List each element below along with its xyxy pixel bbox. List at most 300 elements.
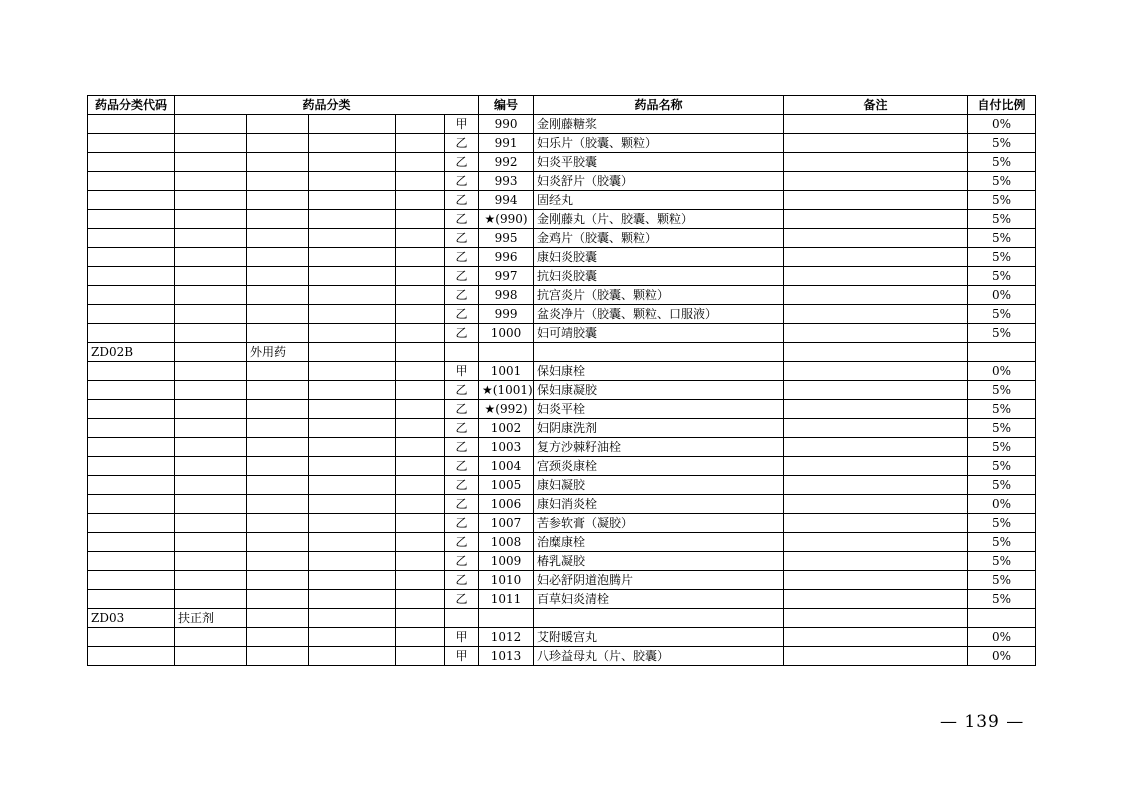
remark-cell: [784, 533, 968, 552]
category-level3-cell: [309, 286, 396, 305]
remark-cell: [784, 495, 968, 514]
table-row: [88, 134, 1036, 153]
category-level2-cell: [247, 590, 309, 609]
category-level2-cell: [247, 514, 309, 533]
drug-name-cell: 金刚藤糖浆: [534, 115, 784, 134]
table-row: [88, 438, 1036, 457]
ratio-cell: 5%: [968, 438, 1036, 457]
grade-cell: 甲: [445, 362, 479, 381]
category-level2-cell: [247, 324, 309, 343]
number-cell: 995: [479, 229, 534, 248]
drug-name-cell: 艾附暖宫丸: [534, 628, 784, 647]
category-level3-cell: [309, 324, 396, 343]
table-row: [88, 115, 1036, 134]
category-level3-cell: [309, 609, 396, 628]
header-category: 药品分类: [175, 96, 479, 115]
number-cell: 1007: [479, 514, 534, 533]
number-cell: 991: [479, 134, 534, 153]
category-level3-cell: [309, 229, 396, 248]
remark-cell: [784, 647, 968, 666]
remark-cell: [784, 343, 968, 362]
remark-cell: [784, 267, 968, 286]
category-code-cell: [88, 153, 175, 172]
ratio-cell: 5%: [968, 590, 1036, 609]
table-row: [88, 590, 1036, 609]
category-code-cell: [88, 362, 175, 381]
category-spacer-cell: [396, 647, 445, 666]
number-cell: 996: [479, 248, 534, 267]
number-cell: 1000: [479, 324, 534, 343]
grade-cell: 乙: [445, 191, 479, 210]
remark-cell: [784, 381, 968, 400]
drug-name-cell: 妇炎舒片（胶囊）: [534, 172, 784, 191]
category-level3-cell: [309, 647, 396, 666]
table-row: [88, 324, 1036, 343]
drug-name-cell: 抗妇炎胶囊: [534, 267, 784, 286]
table-row: [88, 267, 1036, 286]
drug-name-cell: 盆炎净片（胶囊、颗粒、口服液）: [534, 305, 784, 324]
drug-name-cell: 康妇炎胶囊: [534, 248, 784, 267]
remark-cell: [784, 305, 968, 324]
remark-cell: [784, 153, 968, 172]
table-row: [88, 172, 1036, 191]
ratio-cell: 0%: [968, 628, 1036, 647]
category-code-cell: ZD03: [88, 609, 175, 628]
category-level2-cell: [247, 305, 309, 324]
drug-name-cell: 康妇消炎栓: [534, 495, 784, 514]
category-spacer-cell: [396, 248, 445, 267]
drug-name-cell: 百草妇炎清栓: [534, 590, 784, 609]
category-level1-cell: [175, 628, 247, 647]
header-code: 药品分类代码: [88, 96, 175, 115]
remark-cell: [784, 571, 968, 590]
grade-cell: 甲: [445, 647, 479, 666]
category-level3-cell: [309, 134, 396, 153]
grade-cell: 乙: [445, 552, 479, 571]
category-level1-cell: [175, 476, 247, 495]
drug-name-cell: 金鸡片（胶囊、颗粒）: [534, 229, 784, 248]
table-row: [88, 229, 1036, 248]
category-level3-cell: [309, 438, 396, 457]
ratio-cell: 0%: [968, 495, 1036, 514]
remark-cell: [784, 400, 968, 419]
category-level2-cell: [247, 457, 309, 476]
grade-cell: 乙: [445, 590, 479, 609]
drug-name-cell: 妇炎平胶囊: [534, 153, 784, 172]
number-cell: ★(1001): [479, 381, 534, 400]
category-code-cell: [88, 514, 175, 533]
category-level1-cell: [175, 419, 247, 438]
grade-cell: 乙: [445, 419, 479, 438]
category-spacer-cell: [396, 419, 445, 438]
number-cell: 1011: [479, 590, 534, 609]
category-level2-cell: [247, 362, 309, 381]
number-cell: 994: [479, 191, 534, 210]
category-level1-cell: [175, 438, 247, 457]
category-spacer-cell: [396, 229, 445, 248]
table-row: [88, 419, 1036, 438]
drug-name-cell: 治糜康栓: [534, 533, 784, 552]
table-row: [88, 628, 1036, 647]
number-cell: 997: [479, 267, 534, 286]
table-row: [88, 457, 1036, 476]
table-row: [88, 647, 1036, 666]
ratio-cell: 5%: [968, 381, 1036, 400]
category-code-cell: [88, 400, 175, 419]
drug-name-cell: 妇乐片（胶囊、颗粒）: [534, 134, 784, 153]
category-level1-cell: [175, 115, 247, 134]
number-cell: 998: [479, 286, 534, 305]
number-cell: 1003: [479, 438, 534, 457]
category-level2-cell: [247, 552, 309, 571]
category-level2-cell: [247, 172, 309, 191]
ratio-cell: 5%: [968, 191, 1036, 210]
remark-cell: [784, 476, 968, 495]
remark-cell: [784, 419, 968, 438]
category-level2-cell: [247, 229, 309, 248]
category-level1-cell: [175, 267, 247, 286]
category-level1-cell: [175, 229, 247, 248]
category-level3-cell: [309, 552, 396, 571]
category-code-cell: [88, 381, 175, 400]
number-cell: 1006: [479, 495, 534, 514]
ratio-cell: 5%: [968, 552, 1036, 571]
category-level2-cell: [247, 134, 309, 153]
category-level3-cell: [309, 533, 396, 552]
grade-cell: 乙: [445, 229, 479, 248]
drug-name-cell: 保妇康凝胶: [534, 381, 784, 400]
category-spacer-cell: [396, 115, 445, 134]
category-level2-cell: [247, 286, 309, 305]
grade-cell: 乙: [445, 571, 479, 590]
category-level1-cell: [175, 248, 247, 267]
remark-cell: [784, 210, 968, 229]
ratio-cell: 0%: [968, 362, 1036, 381]
table-body: [88, 115, 1036, 666]
number-cell: 1013: [479, 647, 534, 666]
table-row: [88, 495, 1036, 514]
number-cell: 1005: [479, 476, 534, 495]
category-spacer-cell: [396, 571, 445, 590]
remark-cell: [784, 438, 968, 457]
ratio-cell: 5%: [968, 305, 1036, 324]
remark-cell: [784, 115, 968, 134]
ratio-cell: 5%: [968, 153, 1036, 172]
ratio-cell: 5%: [968, 172, 1036, 191]
category-spacer-cell: [396, 495, 445, 514]
ratio-cell: 0%: [968, 286, 1036, 305]
number-cell: 1001: [479, 362, 534, 381]
category-code-cell: [88, 191, 175, 210]
category-level3-cell: [309, 267, 396, 286]
page-number: — 139 —: [940, 712, 1025, 732]
header-remark: 备注: [784, 96, 968, 115]
grade-cell: 乙: [445, 495, 479, 514]
remark-cell: [784, 286, 968, 305]
remark-cell: [784, 172, 968, 191]
ratio-cell: [968, 609, 1036, 628]
table-row: [88, 514, 1036, 533]
ratio-cell: 5%: [968, 514, 1036, 533]
category-level3-cell: [309, 248, 396, 267]
grade-cell: 乙: [445, 134, 479, 153]
table-row: [88, 210, 1036, 229]
category-level3-cell: [309, 419, 396, 438]
drug-name-cell: 妇炎平栓: [534, 400, 784, 419]
category-level3-cell: [309, 495, 396, 514]
category-code-cell: [88, 438, 175, 457]
grade-cell: [445, 343, 479, 362]
ratio-cell: 5%: [968, 571, 1036, 590]
remark-cell: [784, 191, 968, 210]
category-spacer-cell: [396, 381, 445, 400]
number-cell: 999: [479, 305, 534, 324]
grade-cell: 乙: [445, 381, 479, 400]
category-code-cell: [88, 457, 175, 476]
grade-cell: 乙: [445, 305, 479, 324]
drug-name-cell: 妇可靖胶囊: [534, 324, 784, 343]
category-level1-cell: 扶正剂: [175, 609, 247, 628]
table-row: [88, 191, 1036, 210]
ratio-cell: 5%: [968, 229, 1036, 248]
grade-cell: 乙: [445, 476, 479, 495]
category-level1-cell: [175, 305, 247, 324]
table-row: [88, 476, 1036, 495]
grade-cell: 乙: [445, 286, 479, 305]
grade-cell: 乙: [445, 438, 479, 457]
category-code-cell: [88, 248, 175, 267]
category-level1-cell: [175, 571, 247, 590]
remark-cell: [784, 552, 968, 571]
ratio-cell: 5%: [968, 248, 1036, 267]
category-level3-cell: [309, 191, 396, 210]
category-spacer-cell: [396, 305, 445, 324]
ratio-cell: 5%: [968, 134, 1036, 153]
grade-cell: 乙: [445, 324, 479, 343]
category-code-cell: [88, 533, 175, 552]
category-level1-cell: [175, 590, 247, 609]
number-cell: ★(992): [479, 400, 534, 419]
category-code-cell: [88, 647, 175, 666]
remark-cell: [784, 628, 968, 647]
category-spacer-cell: [396, 514, 445, 533]
remark-cell: [784, 609, 968, 628]
remark-cell: [784, 590, 968, 609]
category-level2-cell: [247, 210, 309, 229]
table-row: [88, 362, 1036, 381]
drug-name-cell: 保妇康栓: [534, 362, 784, 381]
category-spacer-cell: [396, 172, 445, 191]
category-level2-cell: [247, 647, 309, 666]
grade-cell: 乙: [445, 514, 479, 533]
category-level1-cell: [175, 153, 247, 172]
drug-name-cell: 康妇凝胶: [534, 476, 784, 495]
number-cell: [479, 609, 534, 628]
category-spacer-cell: [396, 609, 445, 628]
remark-cell: [784, 514, 968, 533]
category-level2-cell: [247, 267, 309, 286]
grade-cell: 甲: [445, 115, 479, 134]
category-level1-cell: [175, 381, 247, 400]
ratio-cell: 5%: [968, 210, 1036, 229]
category-level3-cell: [309, 476, 396, 495]
grade-cell: 乙: [445, 267, 479, 286]
category-level1-cell: [175, 324, 247, 343]
header-name: 药品名称: [534, 96, 784, 115]
drug-name-cell: 宫颈炎康栓: [534, 457, 784, 476]
category-level3-cell: [309, 628, 396, 647]
category-level2-cell: [247, 495, 309, 514]
category-spacer-cell: [396, 533, 445, 552]
grade-cell: 乙: [445, 457, 479, 476]
ratio-cell: 5%: [968, 419, 1036, 438]
category-level3-cell: [309, 172, 396, 191]
grade-cell: 乙: [445, 400, 479, 419]
remark-cell: [784, 457, 968, 476]
drug-name-cell: 妇必舒阴道泡腾片: [534, 571, 784, 590]
grade-cell: 乙: [445, 533, 479, 552]
category-level2-cell: [247, 628, 309, 647]
grade-cell: 乙: [445, 248, 479, 267]
number-cell: 992: [479, 153, 534, 172]
table-row: [88, 552, 1036, 571]
category-code-cell: [88, 476, 175, 495]
category-level3-cell: [309, 514, 396, 533]
category-level2-cell: [247, 248, 309, 267]
ratio-cell: 5%: [968, 457, 1036, 476]
category-spacer-cell: [396, 362, 445, 381]
category-level1-cell: [175, 552, 247, 571]
category-level2-cell: [247, 115, 309, 134]
drug-name-cell: 八珍益母丸（片、胶囊）: [534, 647, 784, 666]
number-cell: 1004: [479, 457, 534, 476]
category-level3-cell: [309, 400, 396, 419]
ratio-cell: 5%: [968, 324, 1036, 343]
category-level3-cell: [309, 210, 396, 229]
category-code-cell: [88, 134, 175, 153]
table-row: [88, 400, 1036, 419]
category-level3-cell: [309, 571, 396, 590]
drug-name-cell: 固经丸: [534, 191, 784, 210]
category-level1-cell: [175, 172, 247, 191]
category-level1-cell: [175, 191, 247, 210]
grade-cell: 乙: [445, 172, 479, 191]
category-level3-cell: [309, 305, 396, 324]
category-code-cell: [88, 286, 175, 305]
number-cell: 1008: [479, 533, 534, 552]
category-code-cell: [88, 419, 175, 438]
grade-cell: 乙: [445, 153, 479, 172]
header-number: 编号: [479, 96, 534, 115]
category-level1-cell: [175, 286, 247, 305]
category-level2-cell: [247, 609, 309, 628]
category-spacer-cell: [396, 628, 445, 647]
category-spacer-cell: [396, 476, 445, 495]
ratio-cell: 0%: [968, 115, 1036, 134]
grade-cell: 乙: [445, 210, 479, 229]
category-code-cell: [88, 495, 175, 514]
category-code-cell: ZD02B: [88, 343, 175, 362]
category-level3-cell: [309, 115, 396, 134]
category-level1-cell: [175, 362, 247, 381]
category-level3-cell: [309, 590, 396, 609]
drug-name-cell: 妇阴康洗剂: [534, 419, 784, 438]
header-ratio: 自付比例: [968, 96, 1036, 115]
category-level2-cell: [247, 381, 309, 400]
category-spacer-cell: [396, 210, 445, 229]
category-code-cell: [88, 571, 175, 590]
ratio-cell: 0%: [968, 647, 1036, 666]
remark-cell: [784, 248, 968, 267]
header-row: [88, 96, 1036, 115]
category-spacer-cell: [396, 153, 445, 172]
number-cell: ★(990): [479, 210, 534, 229]
ratio-cell: [968, 343, 1036, 362]
table-row: [88, 343, 1036, 362]
category-code-cell: [88, 552, 175, 571]
number-cell: 1012: [479, 628, 534, 647]
table-row: [88, 609, 1036, 628]
remark-cell: [784, 134, 968, 153]
number-cell: 1010: [479, 571, 534, 590]
category-code-cell: [88, 229, 175, 248]
drug-name-cell: 金刚藤丸（片、胶囊、颗粒）: [534, 210, 784, 229]
category-spacer-cell: [396, 457, 445, 476]
drug-name-cell: 复方沙棘籽油栓: [534, 438, 784, 457]
category-code-cell: [88, 324, 175, 343]
category-level1-cell: [175, 533, 247, 552]
category-level3-cell: [309, 381, 396, 400]
category-level1-cell: [175, 134, 247, 153]
category-code-cell: [88, 172, 175, 191]
remark-cell: [784, 362, 968, 381]
grade-cell: [445, 609, 479, 628]
ratio-cell: 5%: [968, 533, 1036, 552]
drug-name-cell: 椿乳凝胶: [534, 552, 784, 571]
category-spacer-cell: [396, 267, 445, 286]
category-level2-cell: [247, 419, 309, 438]
category-level1-cell: [175, 457, 247, 476]
category-level2-cell: [247, 191, 309, 210]
category-spacer-cell: [396, 552, 445, 571]
category-level1-cell: [175, 343, 247, 362]
number-cell: 990: [479, 115, 534, 134]
category-level1-cell: [175, 495, 247, 514]
category-code-cell: [88, 628, 175, 647]
drug-name-cell: 抗宫炎片（胶囊、颗粒）: [534, 286, 784, 305]
category-level1-cell: [175, 400, 247, 419]
number-cell: [479, 343, 534, 362]
category-level2-cell: [247, 153, 309, 172]
category-spacer-cell: [396, 343, 445, 362]
category-level2-cell: [247, 400, 309, 419]
table-row: [88, 248, 1036, 267]
category-spacer-cell: [396, 324, 445, 343]
category-level2-cell: [247, 571, 309, 590]
category-level1-cell: [175, 210, 247, 229]
number-cell: 1009: [479, 552, 534, 571]
category-level3-cell: [309, 153, 396, 172]
category-level3-cell: [309, 362, 396, 381]
category-level1-cell: [175, 514, 247, 533]
category-spacer-cell: [396, 134, 445, 153]
category-level1-cell: [175, 647, 247, 666]
category-code-cell: [88, 305, 175, 324]
remark-cell: [784, 324, 968, 343]
ratio-cell: 5%: [968, 400, 1036, 419]
drug-name-cell: [534, 343, 784, 362]
category-level2-cell: 外用药: [247, 343, 309, 362]
